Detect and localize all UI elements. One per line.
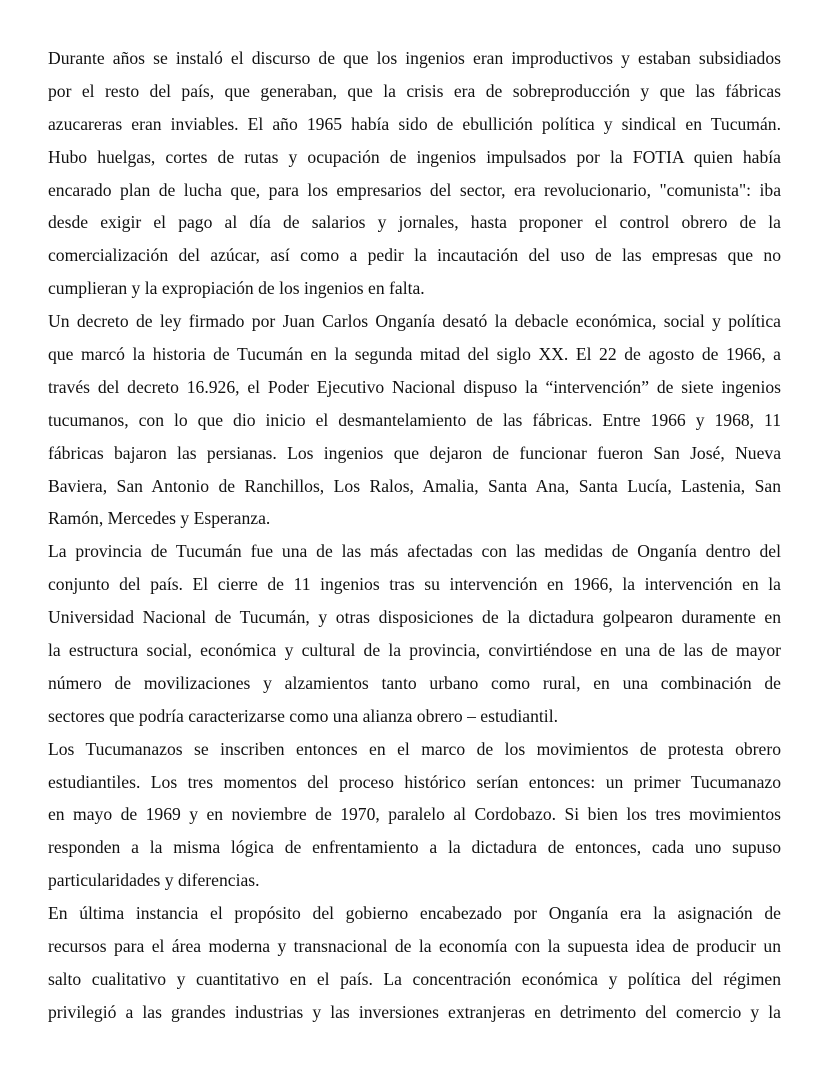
paragraph: [48, 42, 781, 305]
text-line: encarado plan de lucha que, para los empresarios del sector, era revolucionario, "comunista": iba: [48, 179, 781, 200]
text-line: privilegió a las grandes industrias y las inversiones extranjeras en detrimento del comercio y la: [48, 1001, 781, 1022]
text-line: desde exigir el pago al día de salarios y jornales, hasta proponer el control obrero de la: [48, 212, 781, 233]
text-line: particularidades y diferencias.: [48, 870, 260, 891]
text-line: que marcó la historia de Tucumán en la segunda mitad del siglo XX. El 22 de agosto de 1966, a: [48, 344, 781, 365]
text-line: Universidad Nacional de Tucumán, y otras disposiciones de la dictadura golpearon duramente en: [48, 607, 781, 628]
text-line: sectores que podría caracterizarse como una alianza obrero – estudiantil.: [48, 705, 558, 726]
text-line: Hubo huelgas, cortes de rutas y ocupación de ingenios impulsados por la FOTIA quien había: [48, 146, 781, 167]
text-line: En última instancia el propósito del gobierno encabezado por Onganía era la asignación de: [48, 903, 781, 924]
text-line: número de movilizaciones y alzamientos tanto urbano como rural, en una combinación de: [48, 672, 781, 693]
text-line: conjunto del país. El cierre de 11 ingenios tras su intervención en 1966, la intervención en la: [48, 574, 781, 595]
text-line: Durante años se instaló el discurso de que los ingenios eran improductivos y estaban subsidiados: [48, 48, 781, 68]
text-line: recursos para el área moderna y transnacional de la economía con la supuesta idea de producir un: [48, 936, 781, 957]
text-line: Baviera, San Antonio de Ranchillos, Los Ralos, Amalia, Santa Ana, Santa Lucía, Lastenia, San: [48, 475, 781, 496]
text-line: por el resto del país, que generaban, que la crisis era de sobreproducción y que las fábricas: [48, 80, 781, 101]
text-line: Los Tucumanazos se inscriben entonces en el marco de los movimientos de protesta obrero: [48, 738, 781, 759]
text-line: salto cualitativo y cuantitativo en el país. La concentración económica y política del régimen: [48, 968, 781, 989]
text-line: La provincia de Tucumán fue una de las más afectadas con las medidas de Onganía dentro del: [48, 541, 781, 562]
text-line: la estructura social, económica y cultural de la provincia, convirtiéndose en una de las de mayor: [48, 640, 781, 661]
text-line: azucareras eran inviables. El año 1965 había sido de ebullición política y sindical en Tucumán.: [48, 113, 781, 134]
paragraph: [48, 535, 781, 732]
text-line: Un decreto de ley firmado por Juan Carlos Onganía desató la debacle económica, social y política: [48, 311, 781, 332]
text-line: estudiantiles. Los tres momentos del proceso histórico serían entonces: un primer Tucumanazo: [48, 771, 781, 792]
text-line: responden a la misma lógica de enfrentamiento a la dictadura de entonces, cada uno supuso: [48, 837, 781, 858]
text-line: través del decreto 16.926, el Poder Ejecutivo Nacional dispuso la “intervención” de siete ingenios: [48, 376, 781, 397]
paragraph: [48, 733, 781, 897]
text-line: cumplieran y la expropiación de los ingenios en falta.: [48, 278, 425, 299]
text-line: tucumanos, con lo que dio inicio el desmantelamiento de las fábricas. Entre 1966 y 1968, 11: [48, 409, 781, 430]
paragraph: [48, 305, 781, 535]
paragraph: [48, 897, 781, 1029]
document-page: [48, 42, 781, 1029]
text-line: fábricas bajaron las persianas. Los ingenios que dejaron de funcionar fueron San José, Nueva: [48, 442, 781, 463]
text-line: comercialización del azúcar, así como a pedir la incautación del uso de las empresas que no: [48, 245, 781, 266]
text-line: Ramón, Mercedes y Esperanza.: [48, 508, 271, 529]
text-line: en mayo de 1969 y en noviembre de 1970, paralelo al Cordobazo. Si bien los tres movimientos: [48, 804, 781, 825]
